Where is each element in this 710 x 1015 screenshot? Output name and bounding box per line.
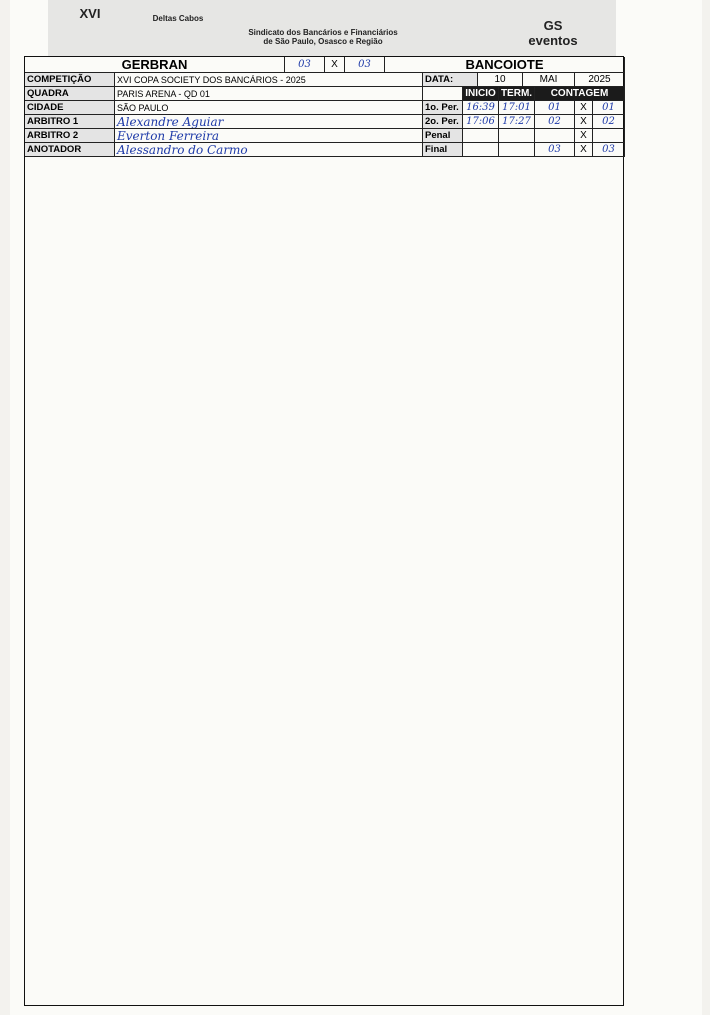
sindicato-logo: Sindicato dos Bancários e Financiários de São Paulo, Osasco e Região <box>248 28 398 46</box>
arbitro2-value: Everton Ferreira <box>115 129 423 142</box>
period-a: 03 <box>535 143 575 156</box>
gs-eventos-logo: GS eventos <box>528 18 578 48</box>
period-inicio <box>463 143 499 156</box>
score-sheet-page <box>10 0 702 1015</box>
period-x: X <box>575 143 593 156</box>
match-title-row <box>25 57 625 73</box>
period-b <box>593 129 625 142</box>
period-term <box>499 129 535 142</box>
arbitro2-label: ARBITRO 2 <box>25 129 115 142</box>
period-b: 02 <box>593 115 625 128</box>
period-label: 1o. Per. <box>423 101 463 114</box>
score-x: X <box>325 57 345 72</box>
arbitro1-row <box>25 115 625 129</box>
period-label: Penal <box>423 129 463 142</box>
arbitro2-row <box>25 129 625 143</box>
period-a: 01 <box>535 101 575 114</box>
anotador-row <box>25 143 625 157</box>
data-label: DATA: <box>423 73 478 86</box>
period-inicio <box>463 129 499 142</box>
copa-logo: XVI <box>79 6 101 21</box>
quadra-label: QUADRA <box>25 87 115 100</box>
inicio-label: INICIO <box>463 87 499 100</box>
competicao-value: XVI COPA SOCIETY DOS BANCÁRIOS - 2025 <box>115 73 423 86</box>
anotador-value: Alessandro do Carmo <box>115 143 423 156</box>
period-x: X <box>575 129 593 142</box>
period-term <box>499 143 535 156</box>
period-inicio: 16:39 <box>463 101 499 114</box>
team-a-title: GERBRAN <box>25 57 285 72</box>
term-label: TERM. <box>499 87 535 100</box>
quadra-value: PARIS ARENA - QD 01 <box>115 87 423 100</box>
contagem-label: CONTAGEM <box>535 87 625 100</box>
arbitro1-label: ARBITRO 1 <box>25 115 115 128</box>
competicao-label: COMPETIÇÃO <box>25 73 115 86</box>
period-inicio: 17:06 <box>463 115 499 128</box>
data-ano: 2025 <box>575 73 625 86</box>
period-term: 17:01 <box>499 101 535 114</box>
cidade-value: SÃO PAULO <box>115 101 423 114</box>
period-a: 02 <box>535 115 575 128</box>
cidade-row <box>25 101 625 115</box>
anotador-label: ANOTADOR <box>25 143 115 156</box>
period-x: X <box>575 101 593 114</box>
score-b: 03 <box>345 57 385 72</box>
period-x: X <box>575 115 593 128</box>
quadra-row <box>25 87 625 101</box>
competicao-row <box>25 73 625 87</box>
blank <box>423 87 463 100</box>
arbitro1-value: Alexandre Aguiar <box>115 115 423 128</box>
score-a: 03 <box>285 57 325 72</box>
period-label: Final <box>423 143 463 156</box>
period-b: 03 <box>593 143 625 156</box>
period-label: 2o. Per. <box>423 115 463 128</box>
sponsor-header <box>48 0 616 56</box>
score-sheet <box>24 56 624 1006</box>
period-a <box>535 129 575 142</box>
deltas-cabos-logo: Deltas Cabos <box>152 14 204 23</box>
data-dia: 10 <box>478 73 523 86</box>
team-b-title: BANCOIOTE <box>385 57 625 72</box>
cidade-label: CIDADE <box>25 101 115 114</box>
data-mes: MAI <box>523 73 575 86</box>
period-b: 01 <box>593 101 625 114</box>
period-term: 17:27 <box>499 115 535 128</box>
